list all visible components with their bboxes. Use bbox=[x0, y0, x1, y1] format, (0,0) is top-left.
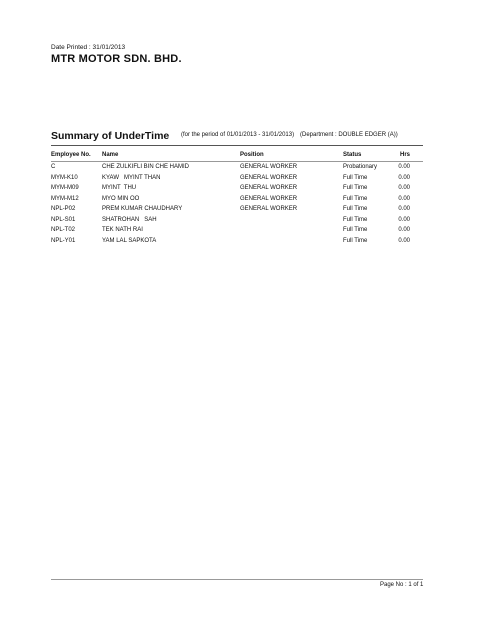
hrs-cell: 0.00 bbox=[398, 185, 410, 191]
position-cell: GENERAL WORKER bbox=[240, 164, 298, 170]
employee-no-cell: MYM-M12 bbox=[51, 195, 79, 202]
status-cell: Full Time bbox=[343, 206, 368, 212]
employee-no-cell: NPL-P02 bbox=[51, 206, 76, 212]
status-cell: Full Time bbox=[343, 227, 368, 233]
table-row bbox=[0, 206, 480, 216]
header-rule bbox=[51, 145, 423, 146]
name-cell: PREM KUMAR CHAUDHARY bbox=[102, 206, 183, 212]
name-cell: KYAW MYINT THAN bbox=[102, 174, 161, 181]
position-cell: GENERAL WORKER bbox=[240, 195, 298, 202]
table-row bbox=[0, 217, 480, 227]
position-cell: GENERAL WORKER bbox=[240, 206, 298, 212]
column-header-employee-no: Employee No. bbox=[51, 152, 91, 158]
employee-no-cell: MYM-M09 bbox=[51, 185, 79, 191]
hrs-cell: 0.00 bbox=[398, 216, 410, 223]
position-cell: GENERAL WORKER bbox=[240, 174, 298, 181]
name-cell: MYO MIN OO bbox=[102, 195, 140, 202]
report-department: (Department : DOUBLE EDGER (A)) bbox=[300, 132, 398, 138]
hrs-cell: 0.00 bbox=[398, 174, 410, 181]
position-cell: GENERAL WORKER bbox=[240, 185, 298, 191]
status-cell: Full Time bbox=[343, 237, 368, 244]
status-cell: Full Time bbox=[343, 216, 368, 223]
status-cell: Full Time bbox=[343, 185, 368, 191]
column-header-hrs: Hrs bbox=[399, 152, 410, 158]
footer-rule bbox=[51, 579, 423, 580]
status-cell: Full Time bbox=[343, 195, 368, 202]
column-header-status: Status bbox=[343, 152, 362, 158]
column-header-position: Position bbox=[240, 152, 264, 158]
hrs-cell: 0.00 bbox=[398, 164, 410, 170]
employee-no-cell: C bbox=[51, 164, 56, 170]
employee-no-cell: NPL-Y01 bbox=[51, 237, 76, 244]
name-cell: TEK NATH RAI bbox=[102, 227, 143, 233]
name-cell: SHATROHAN SAH bbox=[102, 216, 157, 223]
table-row bbox=[0, 175, 480, 185]
employee-no-cell: NPL-S01 bbox=[51, 216, 76, 223]
name-cell: YAM LAL SAPKOTA bbox=[102, 237, 157, 244]
table-row bbox=[0, 164, 480, 174]
table-row bbox=[0, 227, 480, 237]
hrs-cell: 0.00 bbox=[398, 206, 410, 212]
date-printed: Date Printed : 31/01/2013 bbox=[51, 44, 126, 51]
column-header-name: Name bbox=[102, 152, 119, 158]
name-cell: CHE ZULKIFLI BIN CHE HAMID bbox=[102, 164, 190, 170]
table-row bbox=[0, 238, 480, 248]
page-number: Page No : 1 of 1 bbox=[380, 582, 424, 588]
hrs-cell: 0.00 bbox=[398, 227, 410, 233]
hrs-cell: 0.00 bbox=[398, 237, 410, 244]
employee-no-cell: NPL-T02 bbox=[51, 227, 76, 233]
company-name: MTR MOTOR SDN. BHD. bbox=[51, 53, 182, 65]
employee-no-cell: MYM-K10 bbox=[51, 174, 78, 181]
table-row bbox=[0, 196, 480, 206]
status-cell: Probationary bbox=[343, 164, 378, 170]
status-cell: Full Time bbox=[343, 174, 368, 181]
table-header-rule bbox=[51, 161, 423, 162]
name-cell: MYINT THU bbox=[102, 185, 137, 191]
hrs-cell: 0.00 bbox=[398, 195, 410, 202]
report-title: Summary of UnderTime bbox=[51, 130, 170, 142]
report-period: (for the period of 01/01/2013 - 31/01/2013) bbox=[181, 132, 295, 138]
table-row bbox=[0, 185, 480, 195]
